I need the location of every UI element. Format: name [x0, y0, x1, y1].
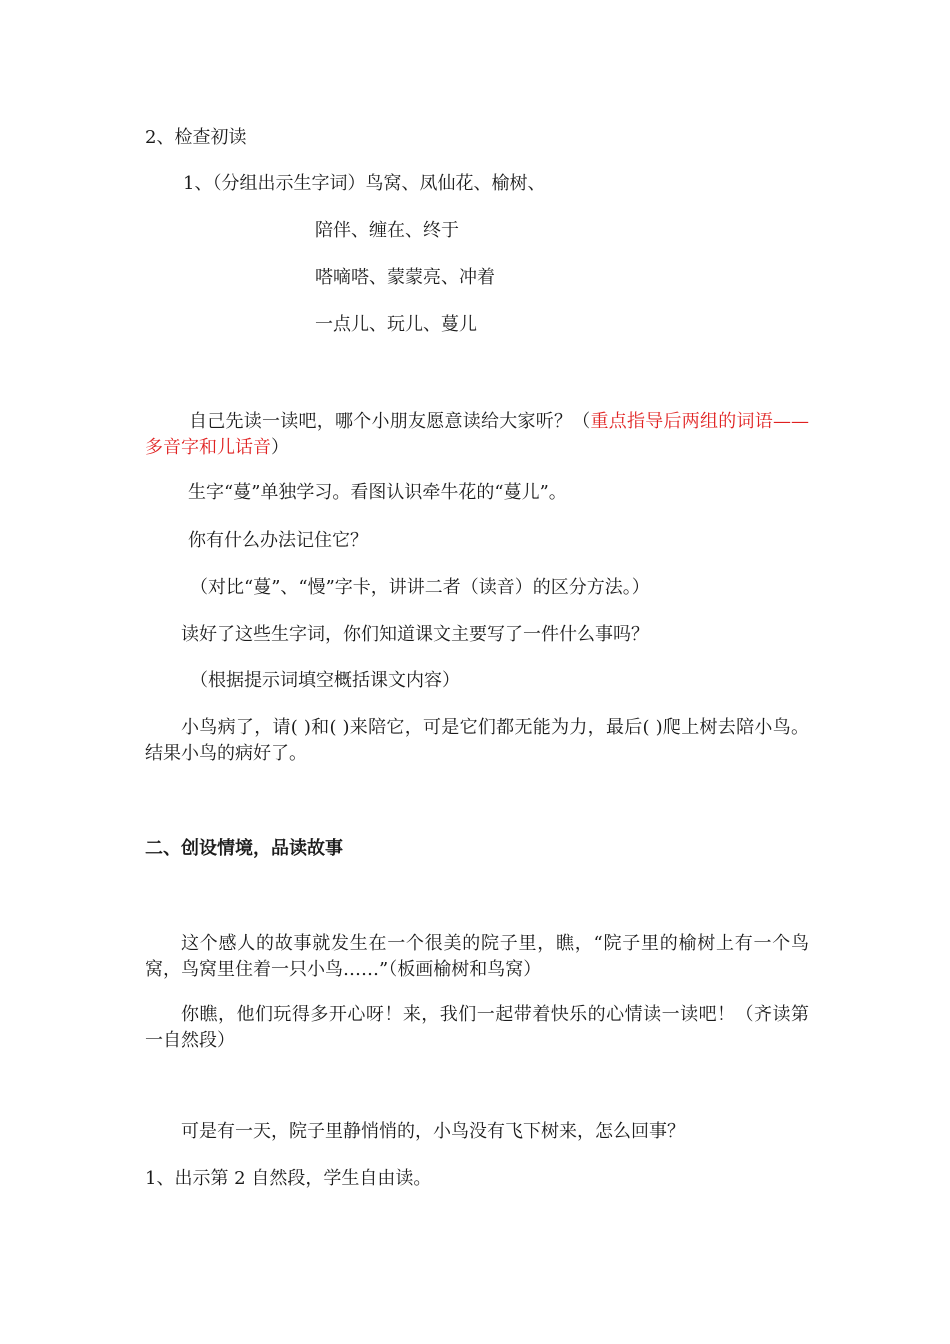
paragraph-compare: （对比“蔓”、“慢”字卡，讲讲二者（读音）的区分方法。） — [190, 577, 650, 598]
guidance-note: 重点指导后两组的词语——多音字和儿话音 — [145, 411, 809, 458]
paragraph-read-self — [145, 409, 809, 461]
section2-heading: 二、创设情境，品读故事 — [145, 838, 343, 859]
paragraph-show2: 1、出示第 2 自然段，学生自由读。 — [145, 1168, 432, 1189]
paragraph-know: 读好了这些生字词，你们知道课文主要写了一件什么事吗？ — [181, 624, 649, 645]
paragraph-remember: 你有什么办法记住它？ — [188, 530, 368, 551]
paragraph-happy: 你瞧，他们玩得多开心呀！来，我们一起带着快乐的心情读一读吧！（齐读第一自然段） — [145, 1004, 809, 1051]
paragraph-quiet: 可是有一天，院子里静悄悄的，小鸟没有飞下树来，怎么回事？ — [181, 1121, 685, 1142]
paragraph-read-self-text: 自己先读一读吧，哪个小朋友愿意读给大家听？（ — [189, 411, 591, 432]
vocab-line-1: 1、（分组出示生字词）鸟窝、凤仙花、榆树、 — [183, 173, 546, 194]
vocab-line-2: 陪伴、缠在、终于 — [315, 220, 459, 241]
step2-heading: 2、检查初读 — [145, 127, 247, 148]
paragraph-man-character: 生字“蔓”单独学习。看图认识牵牛花的“蔓儿”。 — [188, 482, 567, 503]
paragraph-read-self-close: ） — [271, 437, 289, 458]
paragraph-fill-hint: （根据提示词填空概括课文内容） — [190, 670, 460, 691]
vocab-line-4: 一点儿、玩儿、蔓儿 — [315, 314, 477, 335]
paragraph-fill-blanks: 小鸟病了，请( )和( )来陪它，可是它们都无能为力，最后( )爬上树去陪小鸟。结果小鸟的病好了。 — [145, 717, 809, 764]
vocab-line-3: 嗒嘀嗒、蒙蒙亮、冲着 — [315, 267, 495, 288]
paragraph-story: 这个感人的故事就发生在一个很美的院子里，瞧，“院子里的榆树上有一个鸟窝，鸟窝里住着一只小鸟……”（板画榆树和鸟窝） — [145, 933, 809, 980]
